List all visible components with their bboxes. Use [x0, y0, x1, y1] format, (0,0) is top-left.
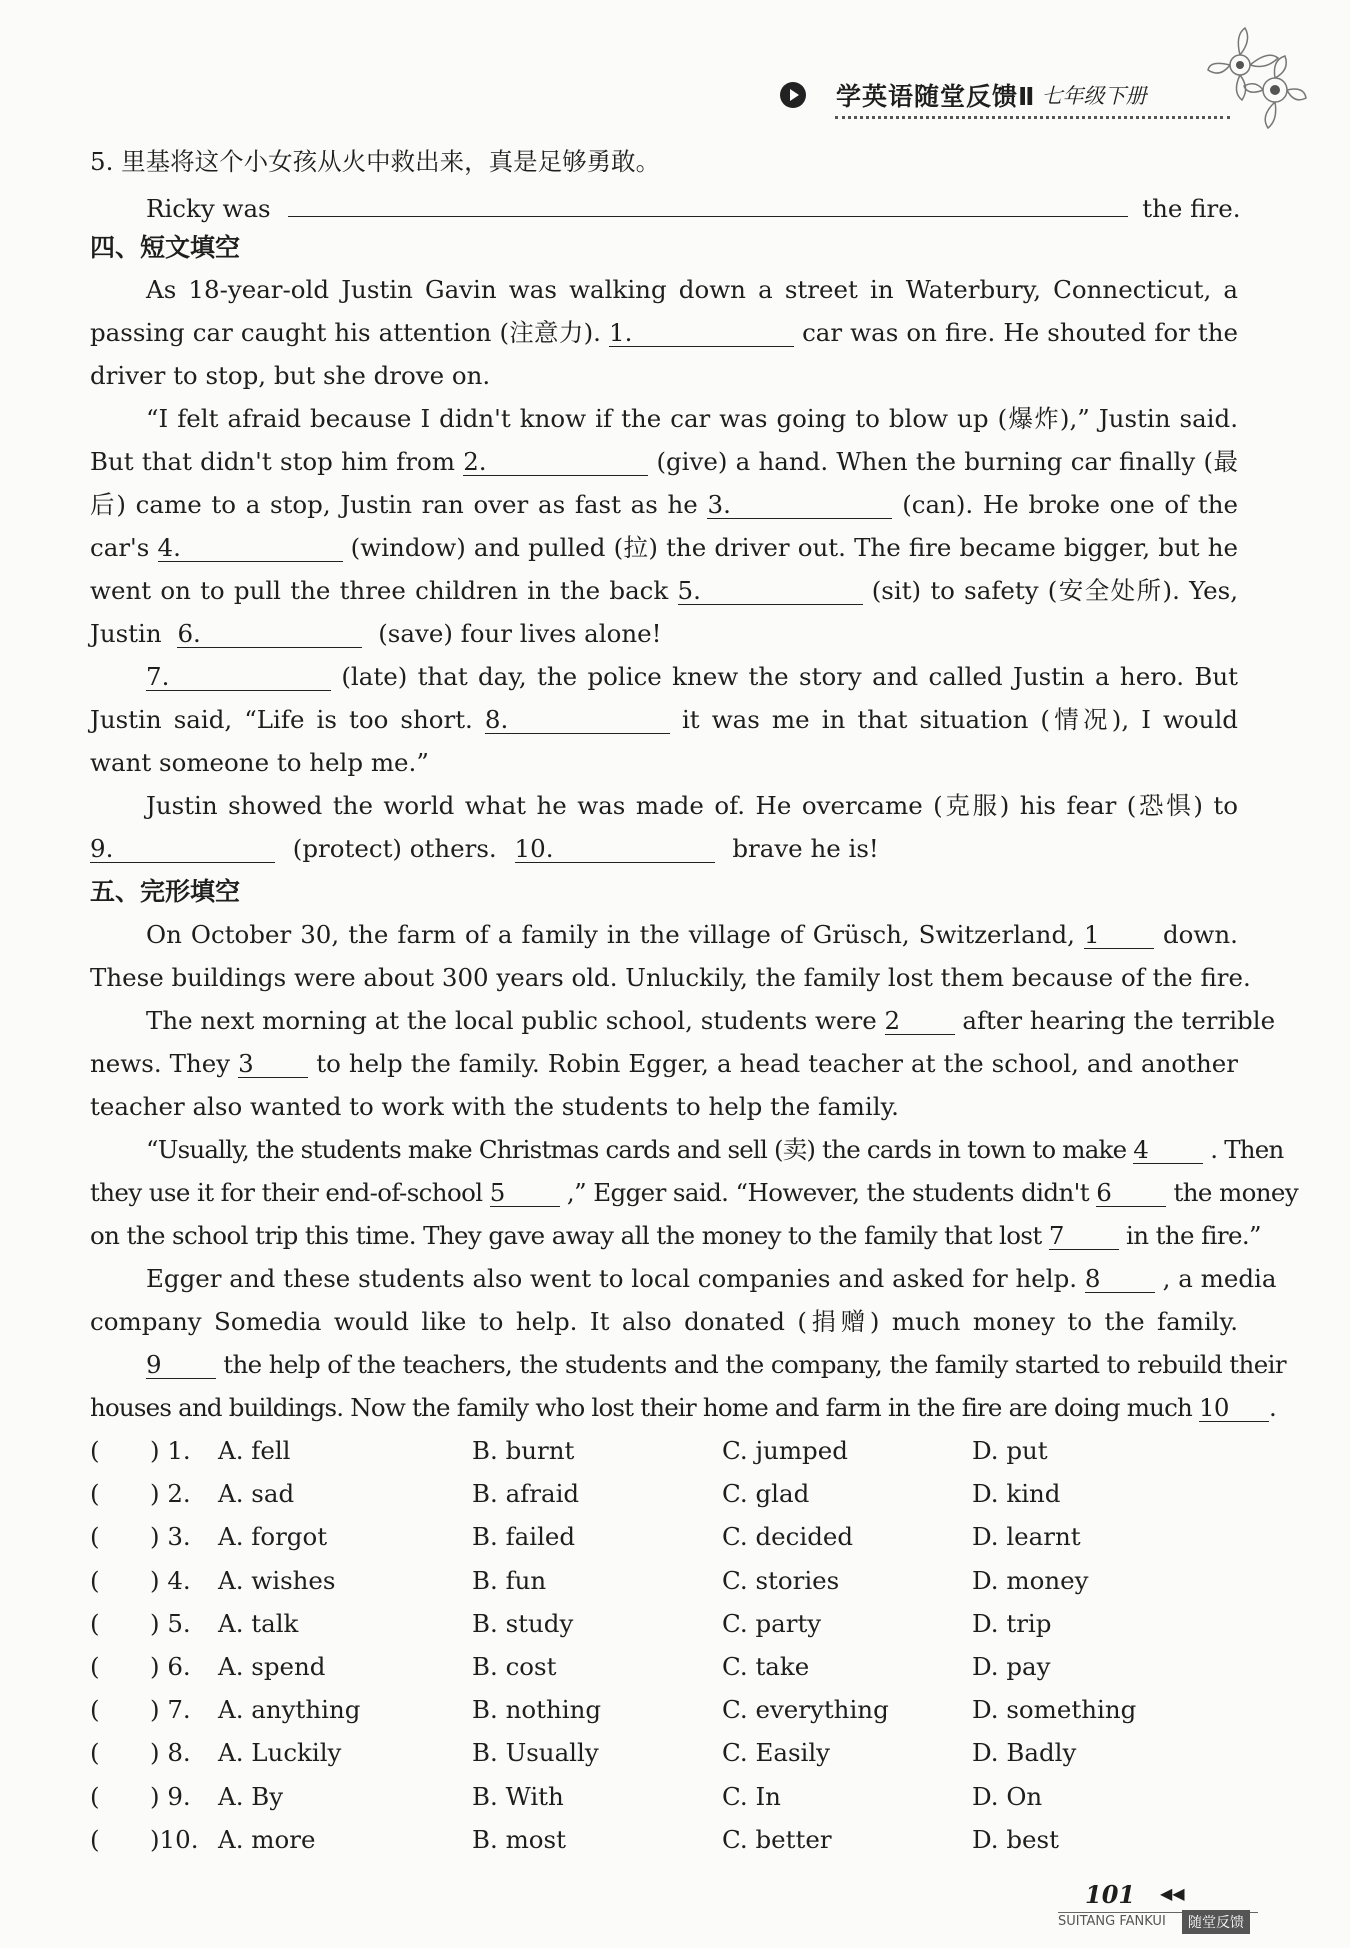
passage-line: teacher also wanted to work with the students to help the family.	[90, 1092, 899, 1121]
text-span: car's	[90, 533, 150, 562]
option-row	[90, 1517, 1238, 1557]
text-span: news. They	[90, 1049, 231, 1078]
option-d[interactable]: D. something	[972, 1695, 1137, 1725]
flower-decoration-icon	[1200, 20, 1310, 140]
passage-line	[90, 1216, 1261, 1256]
text-span: went on to pull the three children in the back	[90, 576, 669, 605]
text-span: after hearing the terrible	[962, 1006, 1276, 1035]
question-number: ) 6.	[150, 1652, 191, 1681]
text-span: (sit) to safety (安全处所). Yes,	[871, 576, 1239, 605]
text-span: ,” Egger said. “However, the students didn't	[566, 1178, 1090, 1207]
option-b[interactable]: B. nothing	[472, 1695, 602, 1725]
passage-line	[90, 657, 1238, 697]
option-c[interactable]: C. decided	[722, 1522, 854, 1552]
answer-paren[interactable]: (	[90, 1436, 100, 1465]
text-span: 后) came to a stop, Justin ran over as fast as he	[90, 490, 698, 519]
option-a[interactable]: A. spend	[218, 1652, 326, 1681]
option-c[interactable]: C. In	[722, 1781, 781, 1811]
option-d[interactable]: D. On	[972, 1781, 1043, 1811]
translation-prompt: 5. 里基将这个小女孩从火中救出来，真是足够勇敢。	[90, 147, 661, 176]
answer-paren[interactable]: (	[90, 1824, 100, 1854]
answer-paren[interactable]: (	[90, 1608, 100, 1638]
text-span: the help of the teachers, the students and the company, the family started to rebuild their	[223, 1350, 1286, 1379]
translation-start: Ricky was	[146, 194, 271, 223]
option-row	[90, 1604, 1238, 1644]
text-span: (late) that day, the police knew the story and called Justin a hero. But	[341, 662, 1238, 691]
option-d[interactable]: D. money	[972, 1565, 1089, 1595]
option-c[interactable]: C. take	[722, 1652, 810, 1681]
cloze-blank-5[interactable]: 5	[490, 1176, 560, 1207]
text-span: down.	[1163, 920, 1238, 949]
passage-line	[90, 915, 1238, 955]
blank-10[interactable]: 10.	[515, 832, 715, 863]
passage-line	[90, 700, 1238, 740]
option-b[interactable]: B. burnt	[472, 1436, 575, 1465]
text-span: houses and buildings. Now the family who lost their home and farm in the fire are doing much	[90, 1393, 1193, 1422]
option-c[interactable]: C. better	[722, 1824, 832, 1854]
answer-paren[interactable]: (	[90, 1781, 100, 1811]
option-a[interactable]: A. talk	[218, 1608, 299, 1638]
footer-brand: SUITANG FANKUI	[1058, 1914, 1166, 1929]
text-span: Justin	[90, 619, 162, 648]
page-number: 101	[1085, 1880, 1136, 1909]
cloze-blank-3[interactable]: 3	[238, 1047, 308, 1078]
option-c[interactable]: C. party	[722, 1608, 822, 1638]
text-span: The next morning at the local public school, students were	[146, 1006, 877, 1035]
cloze-blank-10[interactable]: 10	[1199, 1391, 1269, 1422]
answer-paren[interactable]: (	[90, 1479, 100, 1509]
passage-line	[90, 571, 1238, 611]
option-b[interactable]: B. With	[472, 1781, 564, 1811]
option-b[interactable]: B. most	[472, 1824, 566, 1854]
text-span: (give) a hand. When the burning car finally (最	[656, 447, 1238, 476]
text-span: Justin said, “Life is too short.	[90, 705, 473, 734]
passage-line: want someone to help me.”	[90, 748, 429, 777]
cloze-blank-2[interactable]: 2	[885, 1004, 955, 1035]
option-b[interactable]: B. failed	[472, 1522, 576, 1552]
question-number: ) 3.	[150, 1522, 191, 1552]
play-icon	[780, 82, 806, 108]
passage-line: As 18-year-old Justin Gavin was walking down a street in Waterbury, Connecticut, a	[146, 275, 1238, 304]
option-a[interactable]: A. By	[218, 1781, 284, 1811]
question-number: ) 8.	[150, 1738, 191, 1768]
text-span: (window) and pulled (拉) the driver out. The fire became bigger, but he	[350, 533, 1238, 562]
option-row	[90, 1561, 1238, 1601]
text-span: in the fire.”	[1126, 1221, 1261, 1250]
question-number: ) 7.	[150, 1695, 191, 1725]
text-span: passing car caught his attention (注意力).	[90, 318, 601, 347]
option-a[interactable]: A. anything	[218, 1695, 361, 1725]
option-a[interactable]: A. forgot	[218, 1522, 328, 1552]
passage-line	[90, 614, 1238, 654]
question-number: ) 1.	[150, 1436, 191, 1465]
translation-blank[interactable]	[288, 186, 1128, 217]
option-d[interactable]: D. pay	[972, 1652, 1051, 1681]
answer-paren[interactable]: (	[90, 1565, 100, 1595]
option-d[interactable]: D. trip	[972, 1608, 1052, 1638]
option-row	[90, 1647, 1238, 1687]
question-number: ) 9.	[150, 1781, 191, 1811]
option-c[interactable]: C. jumped	[722, 1436, 848, 1465]
header-divider	[835, 116, 1230, 119]
cloze-blank-9[interactable]: 9	[146, 1348, 216, 1379]
text-span: Egger and these students also went to local companies and asked for help.	[146, 1264, 1078, 1293]
passage-line	[90, 1388, 1277, 1428]
series-title: 学英语随堂反馈Ⅱ	[836, 82, 1036, 111]
option-a[interactable]: A. Luckily	[218, 1738, 342, 1768]
passage-line: driver to stop, but she drove on.	[90, 361, 491, 390]
answer-paren[interactable]: (	[90, 1522, 100, 1552]
question-number: ) 4.	[150, 1565, 191, 1595]
option-b[interactable]: B. fun	[472, 1565, 547, 1595]
passage-line	[90, 1130, 1284, 1170]
cloze-blank-4[interactable]: 4	[1133, 1133, 1203, 1164]
footer-tag: 随堂反馈	[1182, 1910, 1250, 1934]
text-span: , a media	[1162, 1264, 1277, 1293]
text-span: (can). He broke one of the	[902, 490, 1238, 519]
passage-line: Justin showed the world what he was made of. He overcame (克服) his fear (恐惧) to	[146, 791, 1238, 820]
blank-9[interactable]: 9.	[90, 832, 275, 863]
text-span: (save) four lives alone!	[378, 619, 662, 648]
cloze-blank-1[interactable]: 1	[1084, 918, 1154, 949]
option-b[interactable]: B. cost	[472, 1652, 557, 1681]
text-span: But that didn't stop him from	[90, 447, 455, 476]
option-d[interactable]: D. best	[972, 1824, 1059, 1854]
section4-heading: 四、短文填空	[90, 233, 241, 262]
option-a[interactable]: A. fell	[218, 1436, 291, 1465]
text-span: . Then	[1210, 1135, 1284, 1164]
option-c[interactable]: C. everything	[722, 1695, 889, 1725]
double-arrow-left-icon: ◀◀	[1160, 1884, 1185, 1903]
question-number: ) 2.	[150, 1479, 191, 1509]
option-row	[90, 1431, 1238, 1471]
option-b[interactable]: B. study	[472, 1608, 574, 1638]
option-row	[90, 1474, 1238, 1514]
option-d[interactable]: D. learnt	[972, 1522, 1081, 1552]
option-d[interactable]: D. Badly	[972, 1738, 1077, 1768]
option-c[interactable]: C. stories	[722, 1565, 840, 1595]
cloze-blank-8[interactable]: 8	[1085, 1262, 1155, 1293]
text-span: (protect) others.	[292, 834, 497, 863]
blank-7[interactable]: 7.	[146, 660, 331, 691]
grade-label: 七年级下册	[1041, 84, 1147, 108]
passage-line: company Somedia would like to help. It also donated (捐赠) much money to the family.	[90, 1307, 1238, 1336]
passage-line	[90, 485, 1238, 525]
option-row	[90, 1733, 1238, 1773]
text-span: the money	[1173, 1178, 1299, 1207]
text-span: to help the family. Robin Egger, a head teacher at the school, and another	[316, 1049, 1238, 1078]
blank-5[interactable]: 5.	[678, 574, 863, 605]
text-span: “Usually, the students make Christmas cards and sell (卖) the cards in town to make	[146, 1135, 1127, 1164]
blank-4[interactable]: 4.	[158, 531, 343, 562]
option-d[interactable]: D. put	[972, 1436, 1048, 1465]
passage-line	[90, 1044, 1238, 1084]
option-row	[90, 1820, 1238, 1860]
option-a[interactable]: A. more	[218, 1824, 316, 1854]
text-span: on the school trip this time. They gave away all the money to the family that lost	[90, 1221, 1042, 1250]
text-span: .	[1269, 1393, 1277, 1422]
passage-line: These buildings were about 300 years old. Unluckily, the family lost them because of the fire.	[90, 963, 1251, 992]
answer-paren[interactable]: (	[90, 1738, 100, 1768]
passage-line	[90, 313, 1238, 353]
option-row	[90, 1690, 1238, 1730]
translation-end: the fire.	[1142, 194, 1241, 223]
option-row	[90, 1777, 1238, 1817]
option-c[interactable]: C. Easily	[722, 1738, 831, 1768]
passage-line	[90, 1345, 1286, 1385]
question-number: )10.	[150, 1824, 199, 1854]
page-header	[780, 78, 1146, 112]
passage-line	[90, 1259, 1277, 1299]
passage-line	[90, 442, 1238, 482]
blank-6[interactable]: 6.	[177, 617, 362, 648]
text-span: brave he is!	[732, 834, 879, 863]
blank-3[interactable]: 3.	[707, 488, 892, 519]
passage-line	[90, 829, 1238, 869]
question-number: ) 5.	[150, 1608, 191, 1638]
passage-line	[90, 1173, 1299, 1213]
blank-8[interactable]: 8.	[485, 703, 670, 734]
text-span: car was on fire. He shouted for the	[802, 318, 1238, 347]
option-b[interactable]: B. Usually	[472, 1738, 599, 1768]
option-d[interactable]: D. kind	[972, 1479, 1061, 1509]
answer-paren[interactable]: (	[90, 1695, 100, 1725]
option-c[interactable]: C. glad	[722, 1479, 810, 1509]
text-span: they use it for their end-of-school	[90, 1178, 483, 1207]
option-b[interactable]: B. afraid	[472, 1479, 580, 1509]
text-span: On October 30, the farm of a family in the village of Grüsch, Switzerland,	[146, 920, 1075, 949]
blank-2[interactable]: 2.	[463, 445, 648, 476]
blank-1[interactable]: 1.	[609, 316, 794, 347]
cloze-blank-6[interactable]: 6	[1096, 1176, 1166, 1207]
answer-paren[interactable]: (	[90, 1652, 100, 1681]
section5-heading: 五、完形填空	[90, 877, 241, 906]
translation-answer-line	[90, 186, 1241, 226]
option-a[interactable]: A. sad	[218, 1479, 295, 1509]
passage-line: “I felt afraid because I didn't know if the car was going to blow up (爆炸),” Justin said.	[146, 404, 1238, 433]
passage-line	[90, 1001, 1276, 1041]
cloze-blank-7[interactable]: 7	[1049, 1219, 1119, 1250]
text-span: it was me in that situation (情况), I would	[681, 705, 1238, 734]
passage-line	[90, 528, 1238, 568]
option-a[interactable]: A. wishes	[218, 1565, 336, 1595]
